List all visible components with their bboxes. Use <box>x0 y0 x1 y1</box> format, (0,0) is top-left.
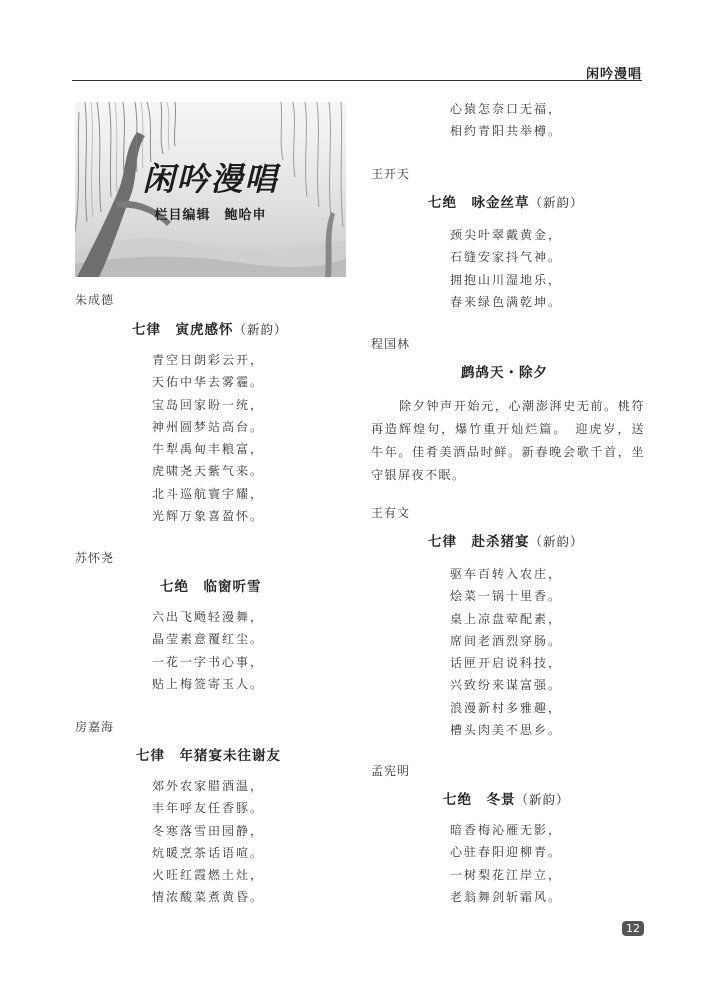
poem-title-note: （新韵） <box>233 322 288 337</box>
poem-line: 晶莹素意覆红尘。 <box>152 632 265 647</box>
poem-line: 火旺红霞燃土灶， <box>152 868 265 883</box>
poem-title <box>461 361 548 381</box>
header-divider <box>72 80 642 81</box>
poem-title <box>428 191 584 211</box>
poem-line: 郊外农家腊酒温， <box>152 779 265 793</box>
poem-title-text: 鹧鸪天・除夕 <box>461 365 548 381</box>
poem-line: 冬寒落雪田园静， <box>152 823 265 838</box>
poem-line: 神州圆梦站高台。 <box>152 419 265 434</box>
poem-line: 驱车百转入农庄， <box>450 567 563 581</box>
poem-line: 心驻春阳迎柳青。 <box>450 845 563 860</box>
poem-title-text: 七律 赴杀猪宴 <box>428 534 530 550</box>
poem-title-text: 七绝 冬景 <box>443 792 516 808</box>
running-header: 闲吟漫唱 <box>585 67 642 82</box>
poem-line: 牛犁禹甸丰粮富， <box>152 442 265 457</box>
poem-title <box>428 530 584 550</box>
poem-line: 宝岛回家盼一统， <box>152 397 265 412</box>
column-banner <box>75 102 346 277</box>
poem-line: 石缝安家抖气神。 <box>450 250 563 265</box>
poem-author: 王开天 <box>371 167 411 181</box>
poem-line: 北斗巡航寰宇耀， <box>152 486 265 501</box>
poem-author: 朱成德 <box>75 293 115 307</box>
poem-lines <box>152 606 264 695</box>
poem-line: 虎啸尧天紫气来。 <box>152 464 265 479</box>
poem-title-note: （新韵） <box>515 792 570 807</box>
poem-line: 六出飞飏轻漫舞， <box>152 610 265 624</box>
poem-lines-continued <box>450 98 562 143</box>
poem-lines <box>152 349 264 527</box>
poem-title-text: 七律 年猪宴未往谢友 <box>136 748 281 764</box>
poem-lines <box>450 224 562 313</box>
poem-line: 情浓酸菜煮黄昏。 <box>152 890 265 905</box>
poem-author: 程国林 <box>371 337 411 351</box>
ci-body: 除夕钟声开始元，心潮澎湃史无前。桃符再造辉煌句，爆竹重开灿烂篇。 迎虎岁，送牛年。佳肴美酒品时鲜。新春晚会歌千首，坐守银屏夜不眠。 <box>371 399 645 482</box>
banner-editor-credit: 栏目编辑 鲍哈申 <box>154 208 267 223</box>
poem-title-text: 七律 寅虎感怀 <box>132 322 234 338</box>
poem-line: 暗香梅沁雁无影， <box>450 823 563 837</box>
poem-line: 拥抱山川湿地乐， <box>450 272 563 287</box>
poem-lines <box>152 775 264 909</box>
poem-author: 苏怀尧 <box>75 551 115 565</box>
poem-line: 兴致纷来谋富强。 <box>450 678 563 693</box>
poem-title-text: 七绝 临窗听雪 <box>160 579 262 595</box>
poem-line: 青空日朗彩云开， <box>152 353 265 367</box>
poem-line: 老翁舞剑斩霜风。 <box>450 889 563 904</box>
ci-text <box>371 395 645 487</box>
poem-lines <box>450 563 562 741</box>
poem-author: 房嘉海 <box>75 720 115 734</box>
poem-title <box>443 788 570 808</box>
poem-line: 槽头肉美不思乡。 <box>450 723 563 738</box>
poem-line: 春来绿色满乾坤。 <box>450 294 563 309</box>
poem-line: 光辉万象喜盈怀。 <box>152 509 265 524</box>
page-number: 12 <box>622 921 644 936</box>
poem-line: 浪漫新村多雅趣， <box>450 700 563 715</box>
poem-lines <box>450 819 562 908</box>
poem-line: 话匣开启说科技， <box>450 656 563 671</box>
poem-line: 相约青阳共举樽。 <box>450 124 563 139</box>
poem-title-note: （新韵） <box>529 534 584 549</box>
banner-title: 闲吟漫唱 <box>142 160 279 198</box>
poem-line: 天佑中华去雾霾。 <box>152 375 265 390</box>
poem-title-note: （新韵） <box>529 195 584 210</box>
poem-title <box>136 744 281 764</box>
poem-line: 炕暖烹茶话语喧。 <box>152 845 265 860</box>
poem-line: 颈尖叶翠戴黄金， <box>450 228 563 242</box>
poem-author: 王有文 <box>371 506 411 520</box>
poem-author: 孟宪明 <box>371 764 411 778</box>
poem-line: 丰年呼友任香豚。 <box>152 801 265 816</box>
poem-line: 心猿怎奈口无福， <box>450 102 563 116</box>
poem-line: 一花一字书心事， <box>152 654 265 669</box>
poem-line: 烩菜一锅十里香。 <box>450 589 563 604</box>
poem-title <box>160 575 262 595</box>
poem-line: 桌上凉盘荤配素， <box>450 611 563 626</box>
poem-line: 一树梨花江岸立， <box>450 867 563 882</box>
poem-line: 贴上梅签寄玉人。 <box>152 676 265 691</box>
poem-title <box>132 318 288 338</box>
poem-title-text: 七绝 咏金丝草 <box>428 195 530 211</box>
poem-line: 席间老酒烈穿肠。 <box>450 633 563 648</box>
